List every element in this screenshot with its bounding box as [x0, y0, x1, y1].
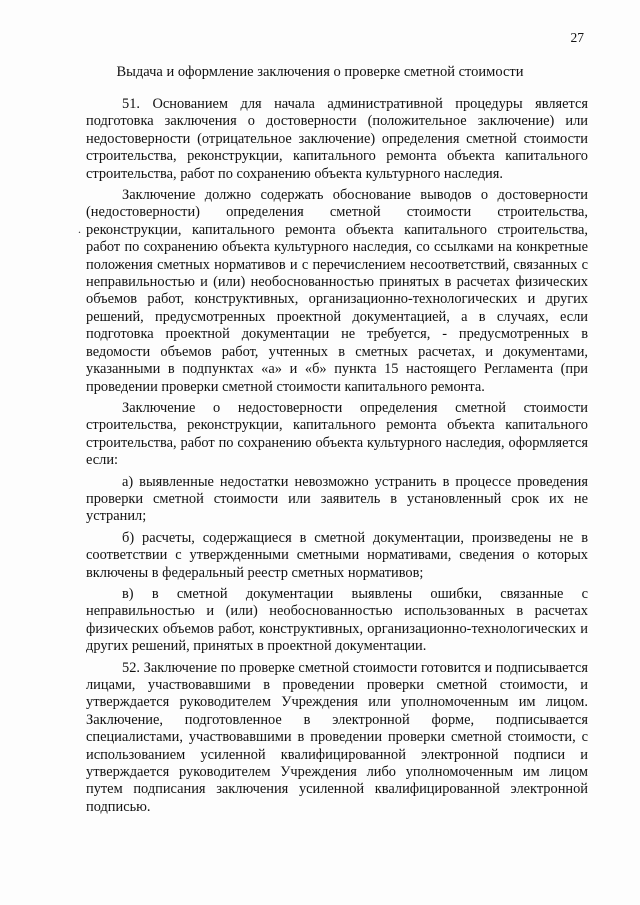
document-body	[86, 96, 588, 816]
paragraph-51: 51. Основанием для начала административной процедуры является подготовка заключения о достоверности (положительное заключение) или недостоверности (отрицательное заключение) определения сметной стоимости строительства, реконструкции, капитального ремонта объекта капитального строительства, работ по сохранению объекта культурного наследия.	[86, 96, 588, 182]
margin-mark: .	[78, 222, 81, 236]
list-item-b: б) расчеты, содержащиеся в сметной документации, произведены не в соответствии с утвержденными сметными нормативами, сведения о которых включены в федеральный реестр сметных нормативов;	[86, 529, 588, 581]
page-number: 27	[570, 30, 584, 45]
paragraph-52: 52. Заключение по проверке сметной стоимости готовится и подписывается лицами, участвовавшими в проведении проверки сметной стоимости, и утверждается руководителем Учреждения или уполномоченным им лицом. Заключение, подготовленное в электронной форме, подписывается специалистами, участвовавшими в проведении проверки сметной стоимости, с использованием усиленной квалифицированной электронной подписи и утверждается руководителем Учреждения либо уполномоченным им лицом путем подписания заключения усиленной квалифицированной электронной подписью.	[86, 659, 588, 815]
list-item-v: в) в сметной документации выявлены ошибки, связанные с неправильностью и (или) необоснованностью использованных в расчетах физических объемов работ, конструктивных, организационно-технологических и других решений, принятых в проектной документации.	[86, 585, 588, 655]
section-title: Выдача и оформление заключения о проверке сметной стоимости	[116, 64, 524, 80]
list-item-a: а) выявленные недостатки невозможно устранить в процессе проведения проверки сметной стоимости или заявитель в установленный срок их не устранил;	[86, 473, 588, 525]
paragraph-conclusion-content: Заключение должно содержать обоснование выводов о достоверности (недостоверности) определения сметной стоимости строительства, реконструкции, капитального ремонта объекта капитального строительства, работ по сохранению объекта культурного наследия, со ссылками на конкретные положения сметных нормативов и с перечислением несоответствий, связанных с неправильностью и (или) необоснованностью принятых в расчетах физических объемов работ, конструктивных, организационно-технологических и других решений, предусмотренных проектной документацией, а в случаях, если подготовка проектной документации не требуется, - предусмотренных в ведомости объемов работ, учтенных в сметных расчетах, и документами, указанными в подпунктах «а» и «б» пункта 15 настоящего Регламента (при проведении проверки сметной стоимости капитального ремонта.	[86, 187, 588, 395]
paragraph-negative-conclusion: Заключение о недостоверности определения сметной стоимости строительства, реконструкции, капитального ремонта объекта капитального строительства, работ по сохранению объекта культурного наследия, оформляется если:	[86, 399, 588, 469]
